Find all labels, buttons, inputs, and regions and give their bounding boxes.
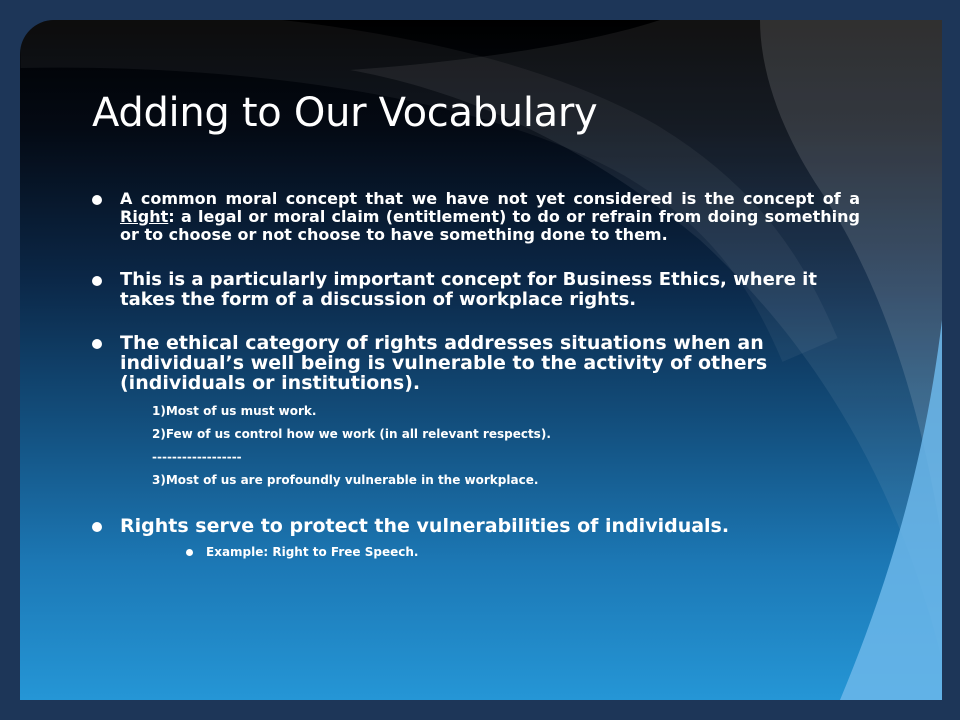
bullet-text: A common moral concept that we have not yet considered is the concept of a: [120, 189, 860, 208]
numbered-point: 3)Most of us are profoundly vulnerable in the workplace.: [152, 473, 539, 487]
bullet-ethical-category: [92, 333, 860, 393]
bullet-dot-icon: [92, 339, 102, 349]
numbered-points-list: [152, 403, 860, 495]
bullet-dot-icon: [92, 276, 102, 286]
separator-line: ------------------: [152, 450, 242, 464]
sub-bullet-text: Example: Right to Free Speech.: [206, 545, 419, 559]
bullet-text: This is a particularly important concept for Business Ethics, where it takes the form of a discussion of workplace rights.: [120, 269, 817, 310]
sub-bullet-dot-icon: [186, 549, 193, 556]
bullet-rights-protect: [92, 515, 860, 537]
bullet-business-ethics: [92, 270, 860, 310]
bullet-dot-icon: [92, 195, 102, 205]
bullet-rights-definition: [92, 190, 860, 244]
slide-content: [92, 190, 860, 559]
bullet-text: : a legal or moral claim (entitlement) to do or refrain from doing something or to choose or not choose to have something done to them.: [120, 207, 860, 244]
bullet-dot-icon: [92, 522, 102, 532]
bullet-text: Rights serve to protect the vulnerabilities of individuals.: [120, 515, 730, 537]
bullet-text: The ethical category of rights addresses situations when an individual’s well being is vulnerable to the activity of others (individuals or institutions).: [120, 332, 768, 394]
sub-bullet-example: [186, 545, 860, 559]
numbered-point: 1)Most of us must work.: [152, 404, 317, 418]
slide: [20, 20, 942, 700]
slide-title: Adding to Our Vocabulary: [92, 90, 598, 136]
numbered-point: 2)Few of us control how we work (in all relevant respects).: [152, 427, 551, 441]
emphasized-term: Right: [120, 207, 169, 226]
